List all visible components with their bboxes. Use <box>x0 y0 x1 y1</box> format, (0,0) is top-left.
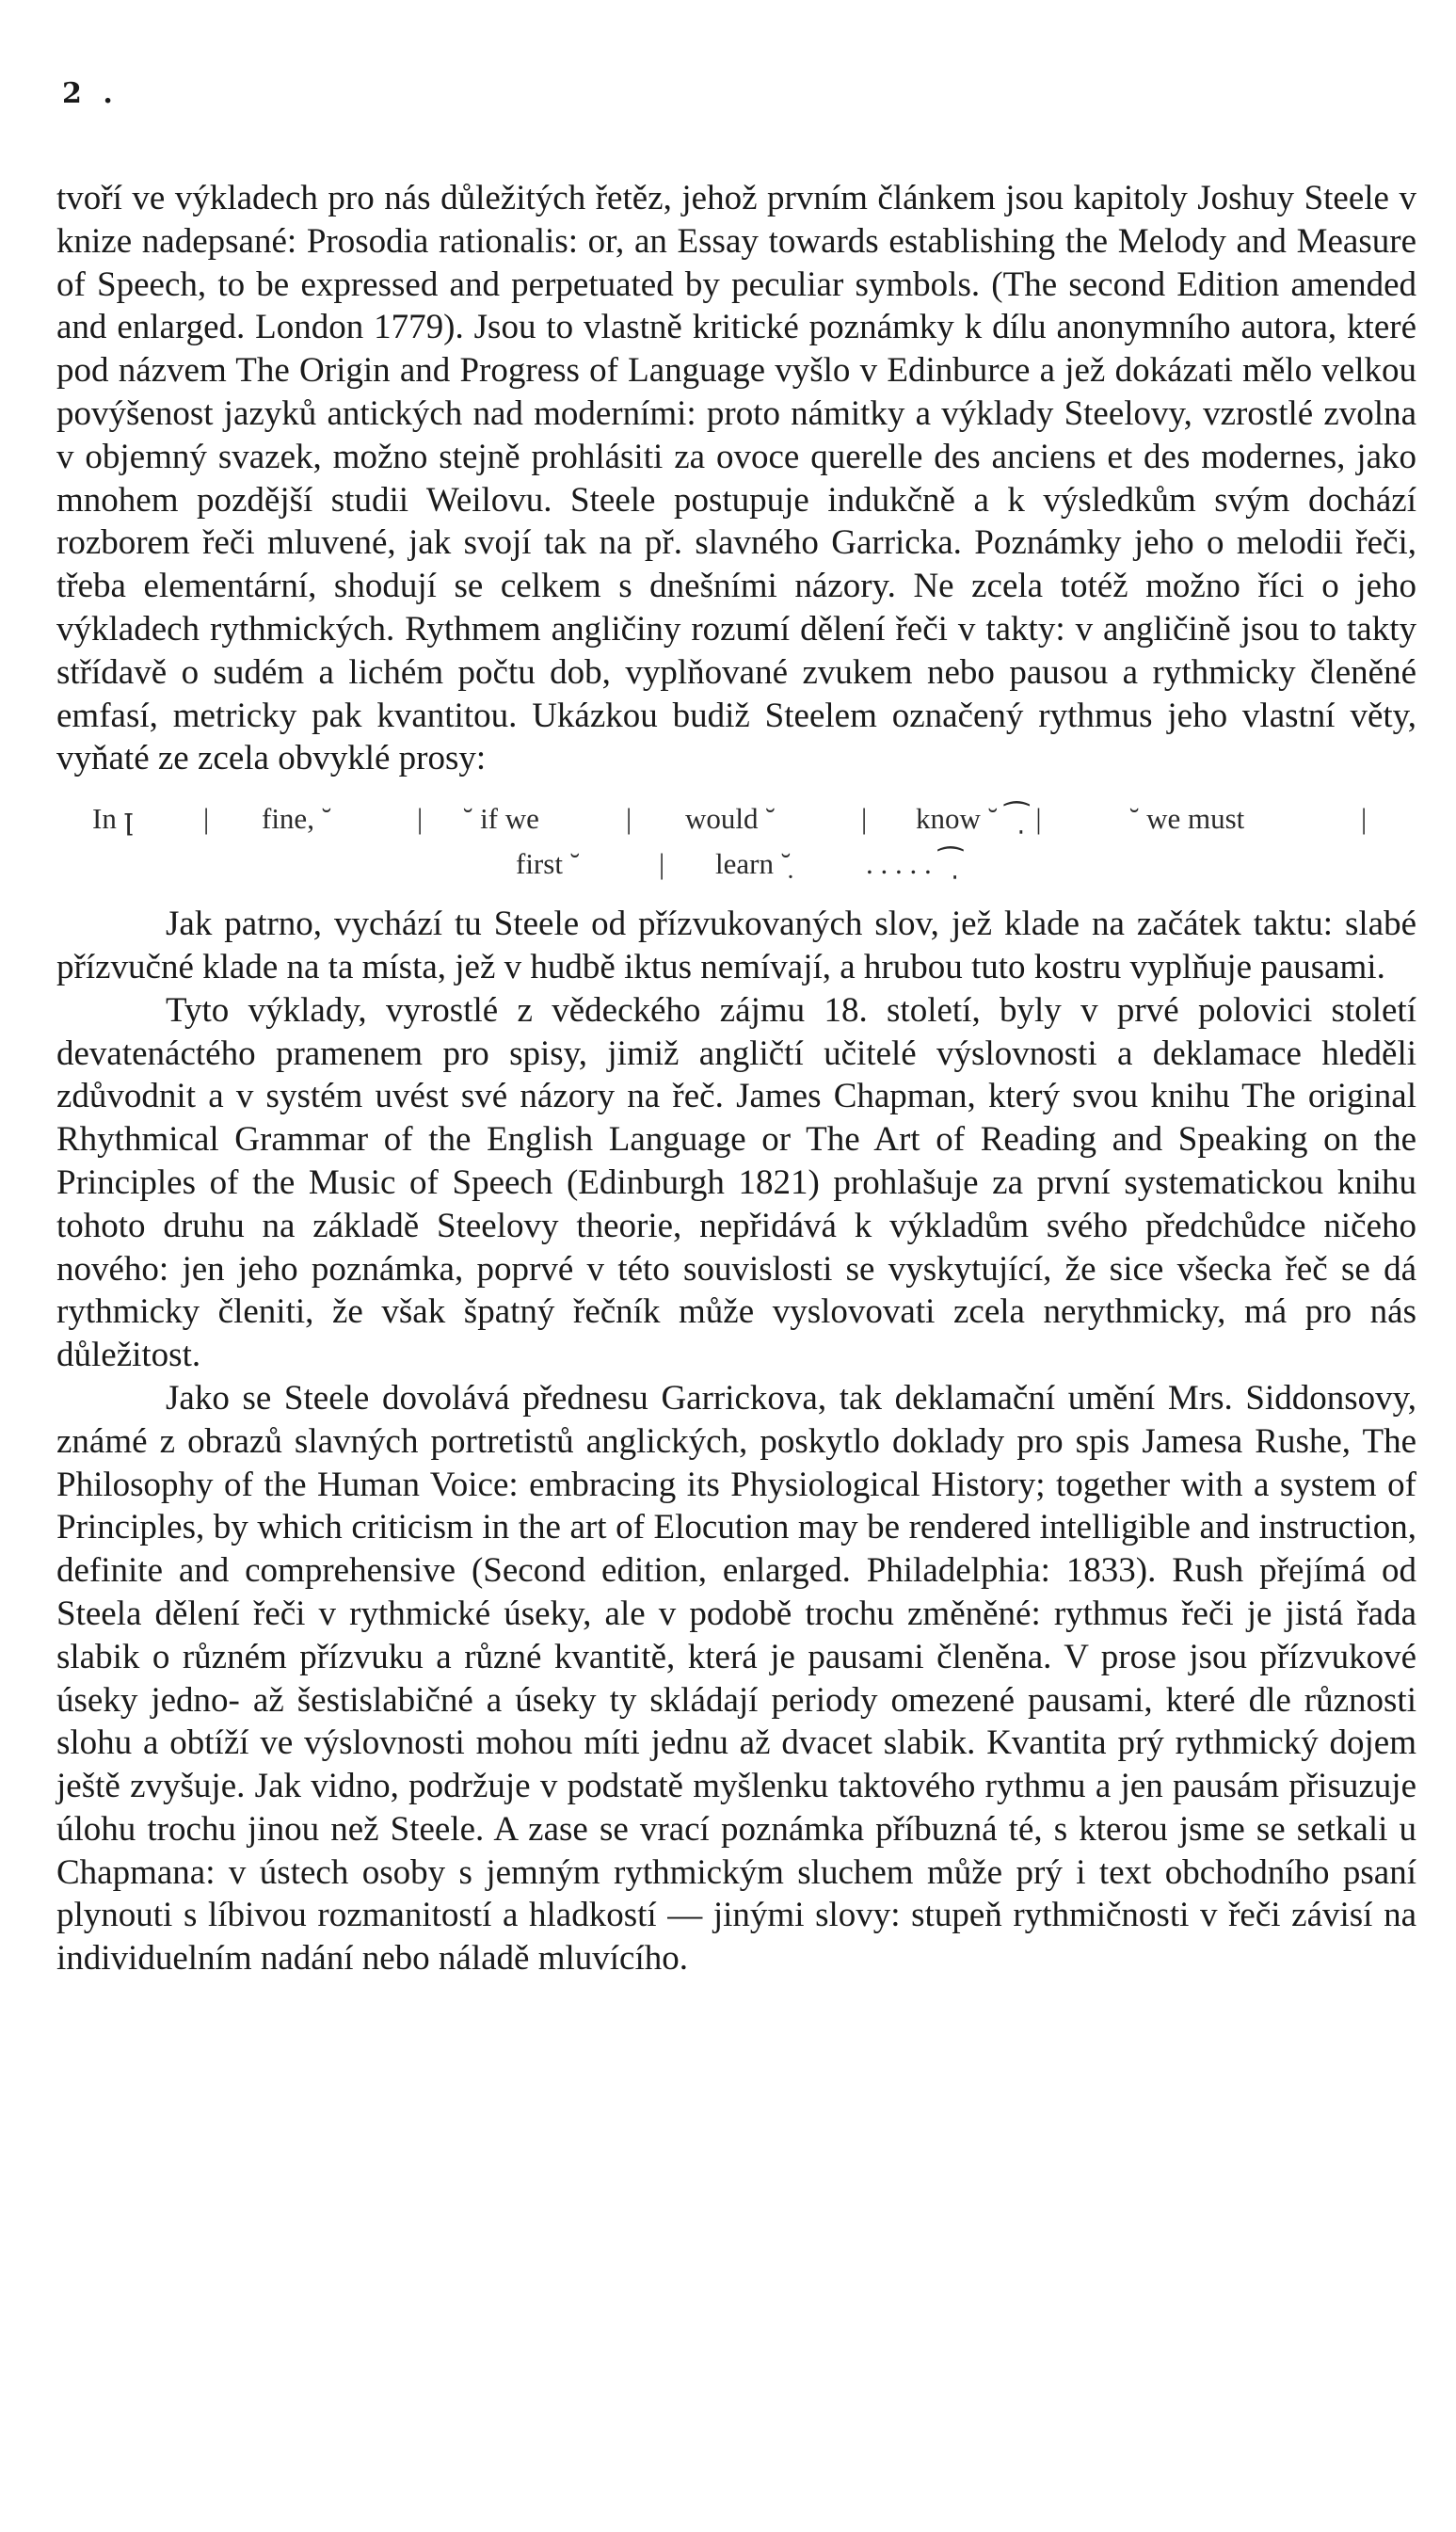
scansion-row-2 <box>56 842 1416 880</box>
scansion-cell: ˘ we must <box>1129 802 1245 836</box>
bar-line: | <box>659 847 665 881</box>
scansion-cell: fine, ˘ <box>262 802 332 836</box>
paragraph-4: Jako se Steele dovolává přednesu Garrickova, tak deklamační umění Mrs. Siddonsovy, známé z obrazů slavných portretistů anglických, poskytlo doklady pro spis Jamesa Rushe, The Philosophy of the Human Voice: embracing its Physiological History; together with a system of Principles, by which criticism in the art of Elocution may be rendered intelligible and instruction, definite and comprehensive (Second edition, enlarged. Philadelphia: 1833). Rush přejímá od Steela dělení řeči v rythmické úseky, ale v podobě trochu změněné: rythmus řeči je jistá řada slabik o různém přízvuku a různé kvantitě, která je pausami členěna. V prose jsou přízvukové úseky jedno- až šestislabičné a úseky ty skládají periody omezené pausami, které dle různosti slohu a obtíží ve výslovnosti mohou míti jednu až dvacet slabik. Kvantita prý rythmický dojem ještě zvyšuje. Jak vidno, podržuje v podstatě myšlenku taktového rythmu a jen pausám přisuzuje úlohu trochu jinou než Steele. A zase se vrací poznámka příbuzná té, s kterou jsme se setkali u Chapmana: v ústech osoby s jemným rythmickým sluchem může prý i text obchodního psaní plynouti s líbivou rozmanitostí a hladkostí — jinými slovy: stupeň rythmičnosti v řeči závisí na individuelním nadání nebo náladě mluvícího. <box>56 1378 1416 1979</box>
scansion-cell: would ˘ <box>685 802 776 836</box>
bar-line: | <box>203 802 210 836</box>
scansion-cell: learn ˘̣ <box>715 847 792 881</box>
bar-line: | <box>861 802 868 836</box>
scansion-cell: ˘ if we <box>463 802 539 836</box>
paragraph-2: Jak patrno, vychází tu Steele od přízvukovaných slov, jež klade na začátek taktu: slabé přízvučné klade na ta místa, jež v hudbě iktus nemívají, a hrubou tuto kostru vyplňuje pausami. <box>56 905 1416 986</box>
body-text <box>56 177 1416 1980</box>
scansion-cell: first ˘ <box>516 847 581 881</box>
bar-line: | <box>626 802 632 836</box>
scansion-cell: know ˘ ⁀̣ | <box>916 802 1042 836</box>
bar-line: | <box>1361 802 1368 836</box>
scansion-cell: . . . . . ⁀̣ <box>866 847 963 881</box>
scansion-cell: In ꞁ <box>92 802 134 836</box>
page-number: 2 . <box>62 77 119 110</box>
scansion-row-1 <box>56 797 1416 835</box>
paragraph-1: tvoří ve výkladech pro nás důležitých řetěz, jehož prvním článkem jsou kapitoly Joshuy Steele v knize nadepsané: Prosodia rationalis: or, an Essay towards establishing the Melody and Measure of Speech, to be expressed and perpetuated by peculiar symbols. (The second Edition amended and enlarged. London 1779). Jsou to vlastně kritické poznámky k dílu anonymního autora, které pod názvem The Origin and Progress of Language vyšlo v Edinburce a jež dokázati mělo velkou povýšenost jazyků antických nad moderními: proto námitky a výklady Steelovy, vzrostlé zvolna v objemný svazek, možno stejně prohlásiti za ovoce querelle des anciens et des modernes, jako mnohem pozdější studii Weilovu. Steele postupuje indukčně a k výsledkům svým dochází rozborem řeči mluvené, jak svojí tak na př. slavného Garricka. Poznámky jeho o melodii řeči, třeba elementární, shodují se celkem s dnešními názory. Ne zcela totéž možno říci o jeho výkladech rythmických. Rythmem angličiny rozumí dělení řeči v takty: v angličině jsou to takty střídavě o sudém a lichém počtu dob, vyplňované zvukem nebo pausou a rythmicky členěné emfasí, metricky pak kvantitou. Ukázkou budiž Steelem označený rythmus jeho vlastní věty, vyňaté ze zcela obvyklé prosy: <box>56 179 1416 778</box>
bar-line: | <box>417 802 424 836</box>
rhythm-scansion-example <box>56 790 1416 884</box>
paragraph-3: Tyto výklady, vyrostlé z vědeckého zájmu 18. století, byly v prvé polovici století devatenáctého pramenem pro spisy, jimiž angličtí učitelé výslovnosti a deklamace hleděli zdůvodnit a v systém uvést své názory na řeč. James Chapman, který svou knihu The original Rhythmical Grammar of the English Language or The Art of Reading and Speaking on the Principles of the Music of Speech (Edinburgh 1821) prohlašuje za první systematickou knihu tohoto druhu na základě Steelovy theorie, nepřidává k výkladům svého předchůdce ničeho nového: jen jeho poznámka, poprvé v této souvislosti se vyskytující, že sice všecka řeč se dá rythmicky členiti, že však špatný řečník může vyslovovati zcela nerythmicky, má pro nás důležitost. <box>56 990 1416 1375</box>
